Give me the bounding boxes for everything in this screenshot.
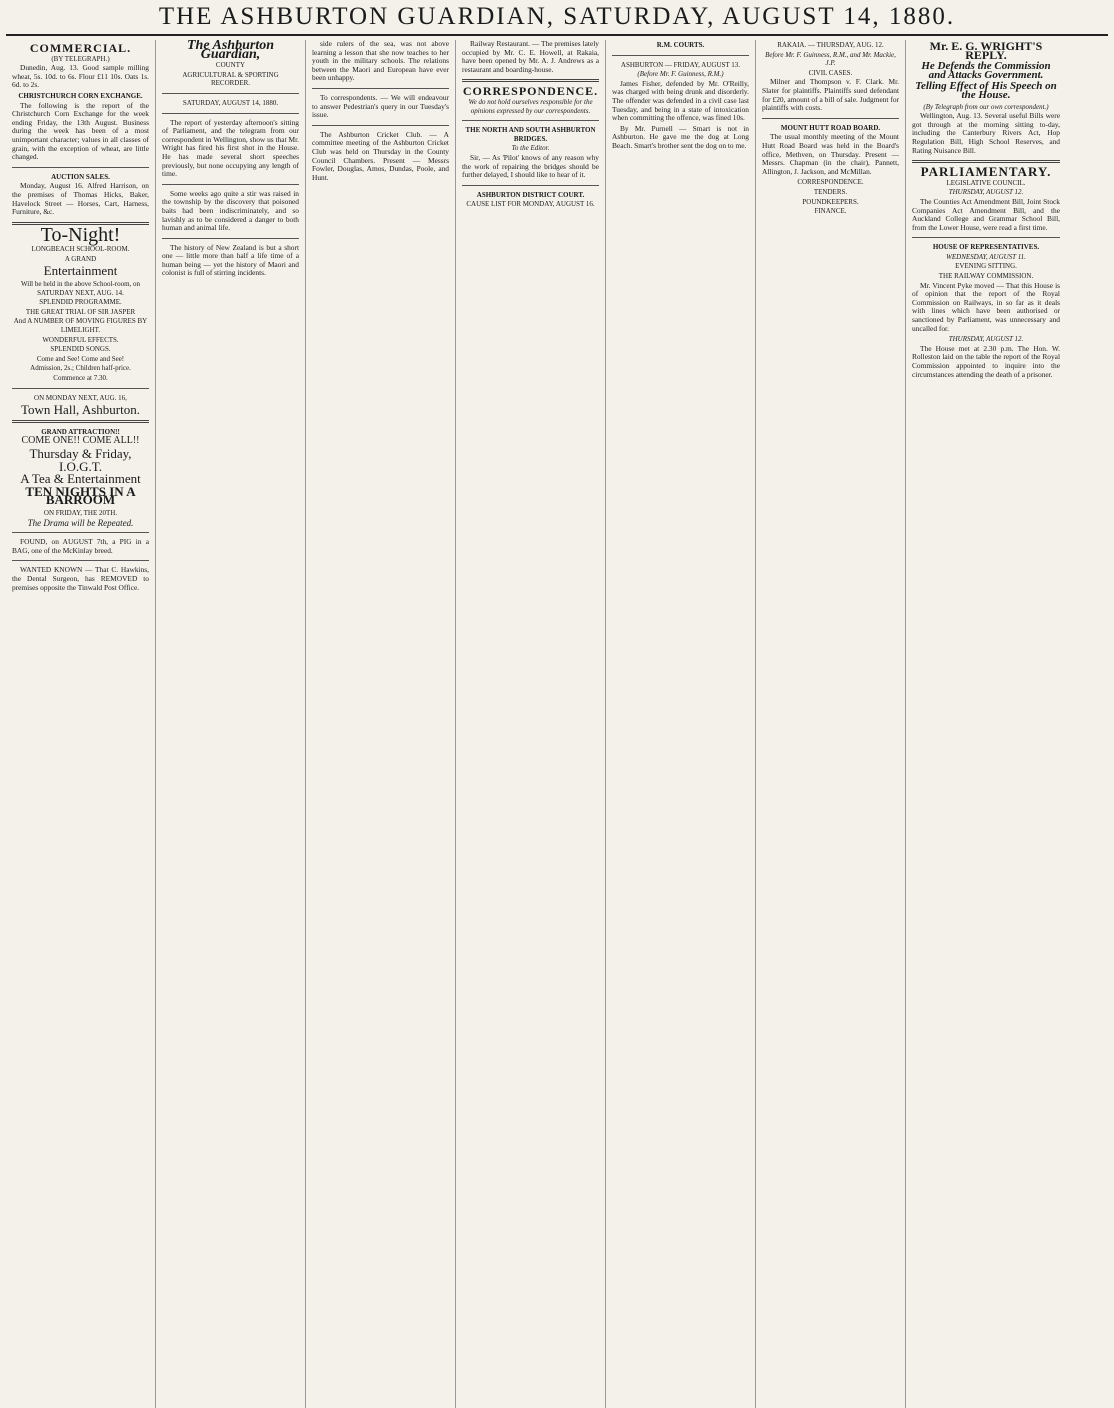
songs-line: SPLENDID SONGS.	[50, 345, 111, 354]
letter-title: THE NORTH AND SOUTH ASHBURTON BRIDGES.	[465, 126, 596, 143]
limelight-line: And A NUMBER OF MOVING FIGURES BY LIMELIGHT.	[13, 317, 148, 335]
masthead: THE ASHBURTON GUARDIAN, SATURDAY, AUGUST 14, 1880.	[6, 0, 1108, 36]
divider	[312, 88, 449, 89]
commercial-para: Dunedin, Aug. 13. Good sample milling wheat, 5s. 10d. to 6s. Flour £11 10s. Oats 1s. 6d. to 2s.	[12, 63, 149, 90]
divider	[162, 113, 299, 114]
col3-para-3: The Ashburton Cricket Club. — A committee meeting of the Ashburton Cricket Club was held on Thursday in the County Council Chambers. Present — Messrs Fowler, Douglas, Amos, Dundas, Poole, and Hunt.	[312, 129, 449, 182]
programme-line: SPLENDID PROGRAMME.	[39, 298, 122, 307]
disclaimer: We do not hold ourselves responsible for the opinions expressed by our correspondents.	[468, 97, 593, 115]
commercial-heading: COMMERCIAL.	[29, 41, 132, 55]
thursday-heading: Thursday & Friday,	[29, 445, 132, 461]
divider	[762, 118, 899, 119]
poundkeepers-heading: POUNDKEEPERS.	[802, 197, 859, 206]
finance-heading: FINANCE.	[814, 207, 847, 216]
guardian-date: SATURDAY, AUGUST 14, 1880.	[182, 98, 279, 107]
col6-para-2: The usual monthly meeting of the Mount Hutt Road Board was held in the Board's office, Methven, on Thursday. Present — Messrs. Chapman (in the chair), Pannett, Allington, J. Jackson, and McMillan.	[762, 132, 899, 176]
tonight-heading: To-Night!	[40, 223, 121, 246]
editorial-para-2: Some weeks ago quite a stir was raised in the township by the discovery that poisoned baits had been indiscriminately, and so lavishly as to be considered a danger to both human and animal life.	[162, 188, 299, 233]
tea-heading: A Tea & Entertainment	[20, 471, 141, 487]
town-hall-heading: Town Hall, Ashburton.	[21, 402, 140, 418]
column-4	[456, 40, 606, 1408]
col7-para-1: Wellington, Aug. 13. Several useful Bills were got through at the morning sitting to-day, including the Canterbury Rivers Act, Hop Regulation Bill, High School Reserves, and Rating Nuisance Bill.	[912, 111, 1060, 155]
divider	[612, 55, 749, 56]
before-line: (Before Mr. F. Guinness, R.M.)	[637, 70, 724, 79]
evening-line: EVENING SITTING.	[955, 262, 1017, 271]
commercial-byline: (BY TELEGRAPH.)	[51, 54, 110, 63]
divider	[912, 237, 1060, 238]
school-line: LONGBEACH SCHOOL-ROOM.	[31, 245, 130, 254]
col3-para-2: To correspondents. — We will endeavour to answer Pedestrian's query in our Tuesday's issue.	[312, 92, 449, 120]
cause-list: CAUSE LIST FOR MONDAY, AUGUST 16.	[466, 200, 595, 209]
civil-cases: CIVIL CASES.	[808, 68, 853, 77]
col6-correspondence: CORRESPONDENCE.	[797, 178, 864, 187]
col4-para-1: Railway Restaurant. — The premises lately occupied by Mr. C. E. Howell, at Rakaia, have been opened by Mr. A. J. Andrews as a restaurant and boarding-house.	[462, 40, 599, 74]
a-grand: A GRAND	[64, 254, 97, 263]
column-5	[606, 40, 756, 1408]
trial-line: THE GREAT TRIAL OF SIR JASPER	[25, 307, 136, 316]
mount-hutt-heading: MOUNT HUTT ROAD BOARD.	[780, 123, 881, 132]
wednesday-line: WEDNESDAY, AUGUST 11.	[946, 252, 1026, 261]
parliamentary-heading: PARLIAMENTARY.	[920, 164, 1052, 180]
telegraph-line: (By Telegraph from our own correspondent.)	[923, 102, 1049, 111]
railway-line: THE RAILWAY COMMISSION.	[938, 272, 1034, 281]
iogt-heading: I.O.G.T.	[58, 458, 103, 474]
effects-line: WONDERFUL EFFECTS.	[42, 335, 119, 344]
col5-para-2: By Mr. Purnell — Smart is not in Ashburton. He gave me the dog at Long Beach. Smart's brother sent the dog on to me.	[612, 123, 749, 150]
wanted-ad: WANTED KNOWN — That C. Hawkins, the Dental Surgeon, has REMOVED to premises opposite the Tinwald Post Office.	[12, 565, 149, 592]
divider	[12, 532, 149, 533]
monday-line: ON MONDAY NEXT, AUG. 16,	[34, 393, 127, 402]
auction-para: Monday, August 16. Alfred Harrison, on the premises of Thomas Hicks, Baker, Havelock Street — Horses, Cart, Harness, Furniture, &c.	[12, 181, 149, 217]
grand-attraction: GRAND ATTRACTION!!	[41, 427, 120, 436]
wright-sub-2: Telling Effect of His Speech on the House.	[915, 80, 1057, 101]
thursday2-line: THURSDAY, AUGUST 12.	[948, 335, 1024, 344]
divider	[162, 238, 299, 239]
divider	[312, 125, 449, 126]
correspondence-heading: CORRESPONDENCE.	[462, 84, 599, 99]
drama-line: The Drama will be Repeated.	[27, 517, 134, 528]
editorial-para-3: The history of New Zealand is but a short one — little more than half a life time of a human being — yet the history of Maori and colonist is full of stirring incidents.	[162, 242, 299, 278]
found-ad: FOUND, on AUGUST 7th, a PIG in a BAG, one of the McKinlay breed.	[12, 537, 149, 555]
district-court-heading: ASHBURTON DISTRICT COURT.	[476, 190, 585, 199]
rm-courts-heading: R.M. COURTS.	[656, 41, 705, 49]
divider	[462, 120, 599, 121]
col3-para-1: side rulers of the sea, was not above learning a lesson that she now teaches to her youth in the military schools. The relations between the Maori and European have ever been unhappy.	[312, 40, 449, 83]
divider	[12, 167, 149, 168]
divider	[462, 79, 599, 82]
tenders-heading: TENDERS.	[813, 187, 848, 196]
come-one: COME ONE!! COME ALL!!	[21, 435, 140, 447]
rakaia-line: RAKAIA. — THURSDAY, AUG. 12.	[777, 41, 884, 49]
held-line: Will be held in the above School-room, on SATURDAY NEXT, AUG. 14.	[20, 280, 141, 297]
thursday-line: THURSDAY, AUGUST 12.	[948, 188, 1024, 197]
corn-para: The following is the report of the Christchurch Corn Exchange for the week ending Friday, the 13th August. Business during the week has been of a most unimportant character; values in all classes of grain, with the exception of wheat, are little changed.	[12, 100, 149, 162]
col6-para-1: Milner and Thompson v. F. Clark. Mr. Slater for plaintiffs. Plaintiffs sued defendant for £20, amount of a bill of sale. Judgment for plaintiffs with costs.	[762, 77, 899, 113]
guardian-title: The Ashburton Guardian,	[186, 40, 274, 62]
letter-para: Sir, — As 'Pilot' knows of any reason why the work of repairing the bridges should be further delayed, I should like to hear of it.	[462, 152, 599, 180]
columns	[6, 40, 1108, 1408]
column-2	[156, 40, 306, 1408]
ten-nights-heading: TEN NIGHTS IN A BARROOM	[25, 483, 136, 508]
ashburton-line: ASHBURTON — FRIDAY, AUGUST 13.	[620, 60, 741, 69]
admission-line: Admission, 2s.; Children half-price.	[30, 364, 131, 373]
divider	[12, 388, 149, 389]
col7-para-4: The House met at 2.30 p.m. The Hon. W. Rolleston laid on the table the report of the Royal Commission appointed to inquire into the circumstances attending the death of a prisoner.	[912, 343, 1060, 379]
friday-line: ON FRIDAY, THE 20TH.	[43, 508, 118, 517]
divider	[162, 184, 299, 185]
divider	[162, 93, 299, 94]
column-3	[306, 40, 456, 1408]
wright-headline: Mr. E. G. WRIGHT'S REPLY.	[929, 40, 1043, 62]
editorial-para-1: The report of yesterday afternoon's sitting of Parliament, and the telegram from our correspondent in Wellington, show us that Mr. Wright has fired his first shot in the House. He has made several short speeches previously, but none occupying any length of time.	[162, 117, 299, 179]
col7-para-3: Mr. Vincent Pyke moved — That this House is of opinion that the report of the Royal Commission on Railways, in so far as it deals with lines which have been authorised or sanctioned by Parliament, was unnecessary and uncalled for.	[912, 280, 1060, 333]
commence-line: Commence at 7.30.	[53, 374, 108, 382]
guardian-subtitle: AGRICULTURAL & SPORTING RECORDER.	[182, 70, 279, 88]
column-6	[756, 40, 906, 1408]
come-line: Come and See! Come and See!	[36, 354, 125, 363]
col5-para-1: James Fisher, defended by Mr. O'Reilly, was charged with being drunk and disorderly. The offender was defended in a civil case last Tuesday, and being in a state of intoxication when committing the offence, was fined 10s.	[612, 78, 749, 123]
corn-heading: CHRISTCHURCH CORN EXCHANGE.	[18, 91, 143, 100]
house-heading: HOUSE OF REPRESENTATIVES.	[932, 243, 1040, 252]
guardian-county: COUNTY	[215, 61, 246, 70]
wright-sub-1: He Defends the Commission and Attacks Government.	[921, 60, 1051, 81]
rakaia-before: Before Mr. F. Guinness, R.M., and Mr. Mackie, J.P.	[765, 50, 896, 68]
divider	[12, 560, 149, 561]
legislative-heading: LEGISLATIVE COUNCIL.	[946, 178, 1026, 187]
divider	[462, 185, 599, 186]
divider	[912, 160, 1060, 163]
divider	[12, 420, 149, 423]
auction-heading: AUCTION SALES.	[51, 172, 110, 181]
column-7	[906, 40, 1066, 1408]
to-editor: To the Editor.	[511, 144, 550, 153]
column-1	[6, 40, 156, 1408]
entertainment-heading: Entertainment	[43, 263, 118, 279]
col7-para-2: The Counties Act Amendment Bill, Joint Stock Companies Act Amendment Bill, and the Auckland College and Grammar School Bill, from the Lower House, were read a first time.	[912, 196, 1060, 232]
